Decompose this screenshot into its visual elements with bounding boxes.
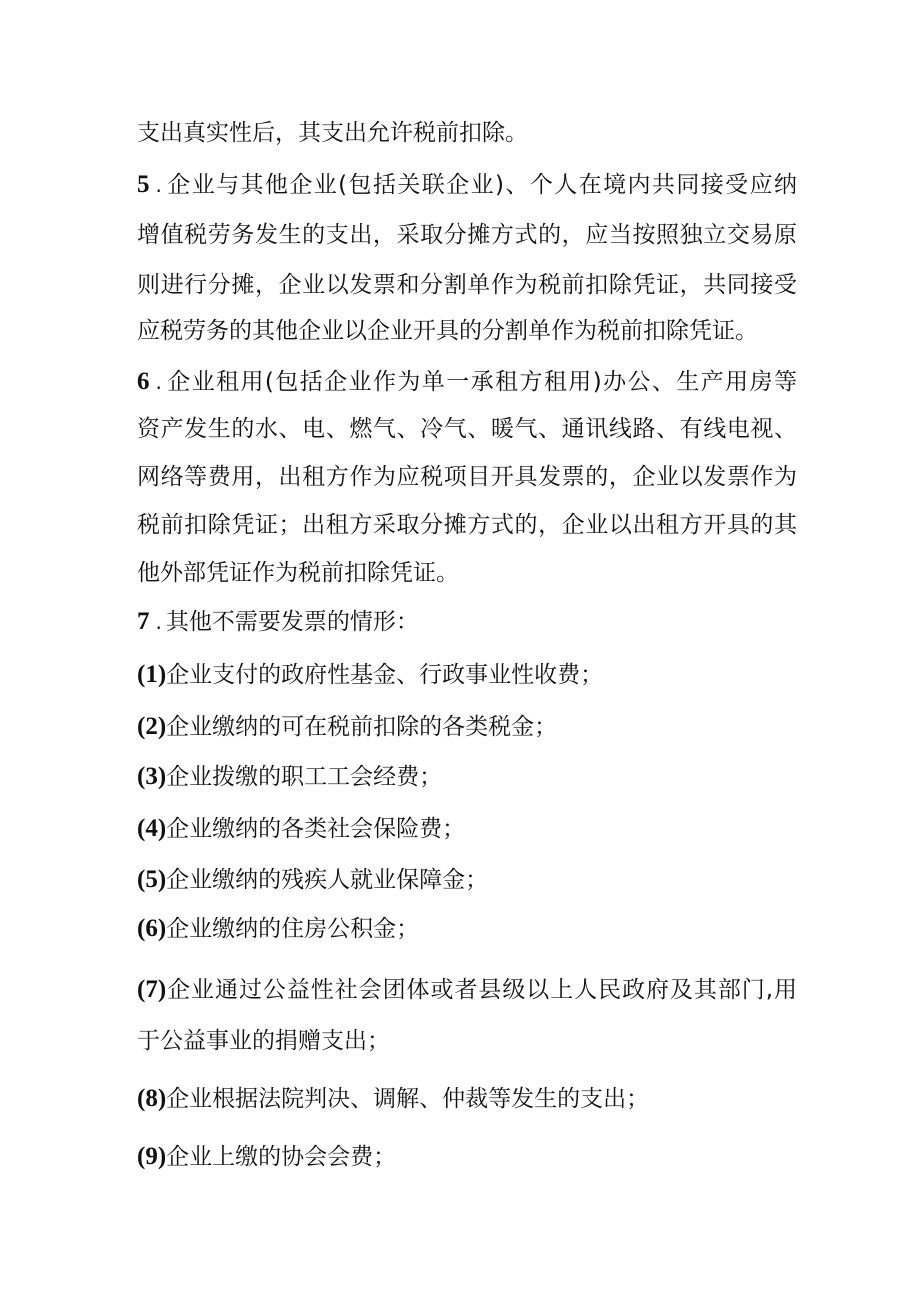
list-item-text: 企业支付的政府性基金、行政事业性收费； bbox=[166, 662, 604, 688]
paragraph-6-text-2: 资产发生的水、电、燃气、冷气、暖气、通讯线路、有线电视、 bbox=[137, 416, 797, 442]
paragraph-6-number: 6 bbox=[137, 368, 150, 395]
paragraph-7-separator: . bbox=[155, 610, 162, 634]
paragraph-7-line-1 bbox=[137, 606, 797, 638]
paragraph-5-line-1 bbox=[137, 169, 797, 201]
list-item-text: 企业上缴的协会会费； bbox=[166, 1144, 397, 1170]
paragraph-5-line-4 bbox=[137, 315, 797, 347]
list-item bbox=[137, 974, 797, 1006]
list-item-number: (1) bbox=[137, 661, 167, 688]
paragraph-5-line-2 bbox=[137, 219, 797, 251]
list-item bbox=[137, 659, 797, 691]
paragraph-6-text-3: 网络等费用，出租方作为应税项目开具发票的，企业以发票作为 bbox=[137, 464, 797, 490]
list-item bbox=[137, 913, 797, 945]
paragraph-7-text-1: 其他不需要发票的情形： bbox=[165, 609, 419, 635]
list-item-text: 企业缴纳的可在税前扣除的各类税金； bbox=[166, 714, 558, 740]
paragraph-6-line-5 bbox=[137, 557, 797, 589]
paragraph-6-line-2 bbox=[137, 413, 797, 445]
list-item bbox=[137, 1083, 797, 1115]
paragraph-6-text-4: 税前扣除凭证；出租方采取分摊方式的，企业以出租方开具的其 bbox=[137, 512, 797, 538]
paragraph-6-text-1: 企业租用(包括企业作为单一承租方租用)办公、生产用房等 bbox=[165, 369, 797, 395]
paragraph-4-tail bbox=[137, 117, 797, 149]
list-item-number: (7) bbox=[137, 976, 167, 1003]
list-item-number: (3) bbox=[137, 763, 167, 790]
list-item-number: (5) bbox=[137, 866, 167, 893]
paragraph-5-text-2: 增值税劳务发生的支出，采取分摊方式的，应当按照独立交易原 bbox=[137, 222, 797, 248]
paragraph-5-text-4: 应税劳务的其他企业以企业开具的分割单作为税前扣除凭证。 bbox=[137, 318, 758, 344]
paragraph-6-line-1 bbox=[137, 366, 797, 398]
list-item-continuation-text: 于公益事业的捐赠支出； bbox=[137, 1028, 390, 1054]
paragraph-5-separator: . bbox=[155, 173, 162, 197]
list-item bbox=[137, 813, 797, 845]
paragraph-5-number: 5 bbox=[137, 171, 150, 198]
paragraph-6-separator: . bbox=[155, 370, 162, 394]
list-item-number: (8) bbox=[137, 1085, 167, 1112]
list-item-text: 企业拨缴的职工工会经费； bbox=[166, 764, 443, 790]
paragraph-4-tail-text: 支出真实性后，其支出允许税前扣除。 bbox=[137, 120, 528, 146]
list-item-number: (9) bbox=[137, 1143, 167, 1170]
list-item-number: (6) bbox=[137, 915, 167, 942]
paragraph-5-text-3: 则进行分摊，企业以发票和分割单作为税前扣除凭证，共同接受 bbox=[137, 272, 797, 298]
list-item bbox=[137, 711, 797, 743]
paragraph-6-line-3 bbox=[137, 461, 797, 493]
list-item-number: (4) bbox=[137, 815, 167, 842]
paragraph-5-line-3 bbox=[137, 269, 797, 301]
list-item-text: 企业缴纳的各类社会保险费； bbox=[166, 816, 466, 842]
list-item-continuation bbox=[137, 1025, 797, 1057]
paragraph-7-number: 7 bbox=[137, 608, 150, 635]
list-item-text: 企业缴纳的残疾人就业保障金； bbox=[166, 867, 489, 893]
list-item bbox=[137, 864, 797, 896]
paragraph-6-text-5: 他外部凭证作为税前扣除凭证。 bbox=[137, 560, 459, 586]
list-item-text: 企业缴纳的住房公积金； bbox=[166, 916, 420, 942]
paragraph-6-line-4 bbox=[137, 509, 797, 541]
list-item-text: 企业通过公益性社会团体或者县级以上人民政府及其部门,用 bbox=[166, 977, 797, 1003]
list-item-text: 企业根据法院判决、调解、仲裁等发生的支出； bbox=[166, 1086, 650, 1112]
list-item bbox=[137, 761, 797, 793]
list-item bbox=[137, 1141, 797, 1173]
paragraph-5-text-1: 企业与其他企业(包括关联企业)、个人在境内共同接受应纳 bbox=[165, 172, 797, 198]
list-item-number: (2) bbox=[137, 713, 167, 740]
